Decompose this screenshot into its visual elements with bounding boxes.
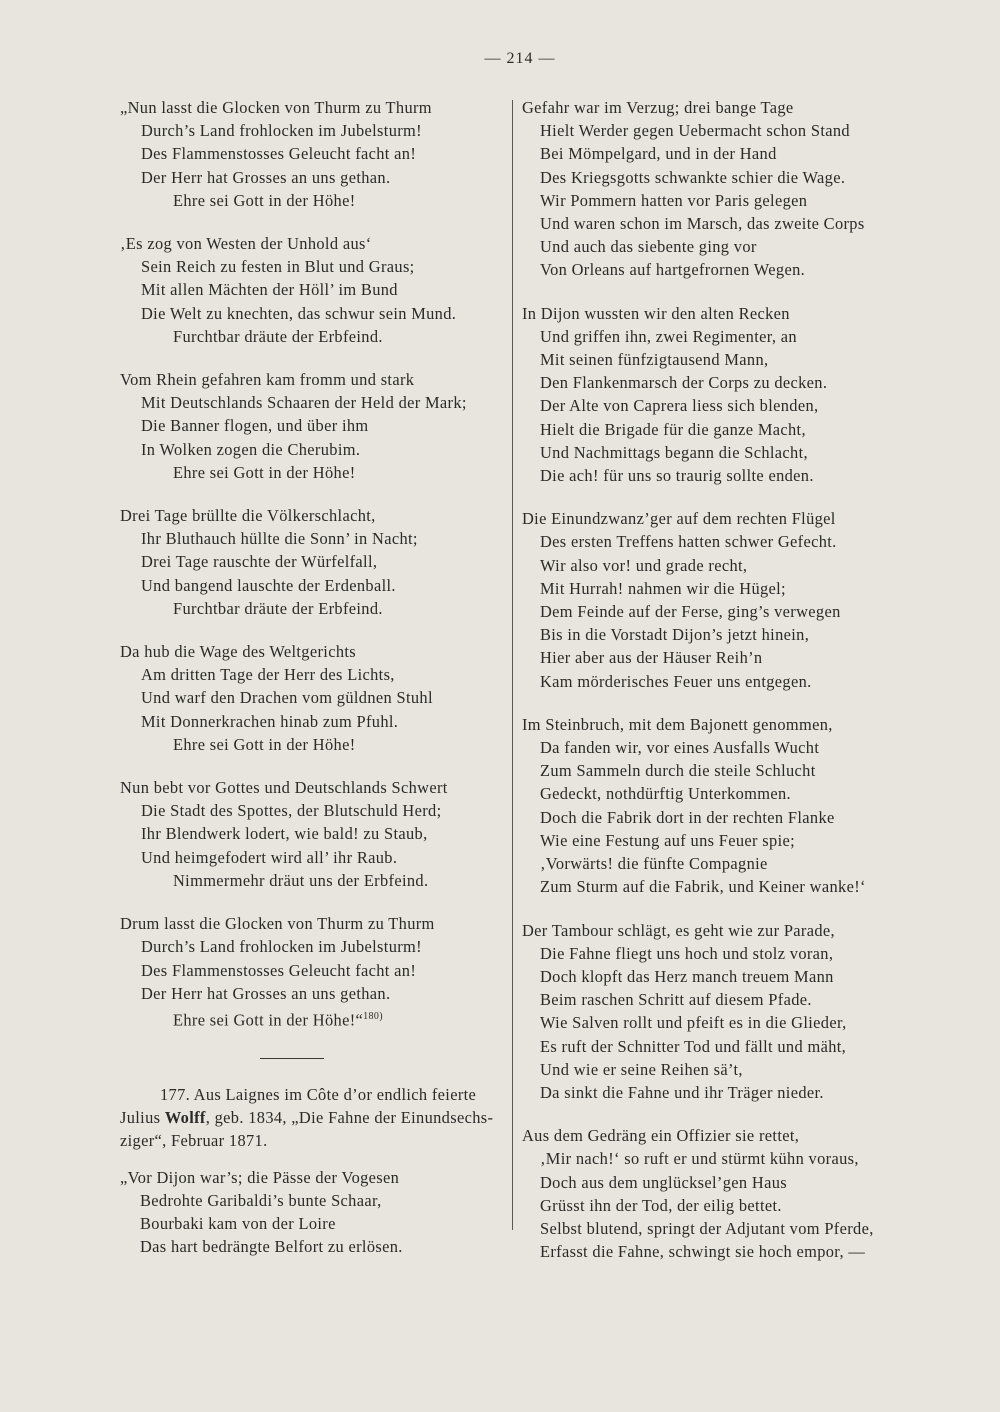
verse-line: Ihr Bluthauch hüllte die Sonn’ in Nacht; [141, 529, 418, 549]
entry-line: 177. Aus Laignes im Côte d’or endlich feierte [160, 1084, 477, 1104]
verse-line: Mit Donnerkrachen hinab zum Pfuhl. [141, 711, 399, 731]
verse-line: Nimmermehr dräut uns der Erbfeind. [173, 870, 429, 890]
verse-line: Und griffen ihn, zwei Regimenter, an [540, 326, 797, 346]
verse-line: Wie eine Festung auf uns Feuer spie; [540, 830, 796, 850]
verse-line: Hielt die Brigade für die ganze Macht, [540, 419, 806, 439]
verse-line: Hier aber aus der Häuser Reih’n [540, 648, 763, 668]
verse-line: Und Nachmittags begann die Schlacht, [540, 442, 808, 462]
verse-line: Durch’s Land frohlocken im Jubelsturm! [141, 937, 422, 957]
stanza [120, 368, 510, 484]
stanza [522, 713, 932, 899]
verse-line: Des Kriegsgotts schwankte schier die Wage. [540, 167, 846, 187]
verse-line: Furchtbar dräute der Erbfeind. [173, 326, 383, 346]
verse-line: Da fanden wir, vor eines Ausfalls Wucht [540, 738, 820, 758]
verse-line: Und warf den Drachen vom güldnen Stuhl [141, 688, 433, 708]
verse-line: Und wie er seine Reihen sä’t, [540, 1059, 743, 1079]
verse-line: Im Steinbruch, mit dem Bajonett genommen, [522, 714, 833, 734]
verse-line: Der Tambour schlägt, es geht wie zur Parade, [522, 920, 835, 940]
verse-line: Mit Hurrah! nahmen wir die Hügel; [540, 578, 786, 598]
verse-line: Erfasst die Fahne, schwingt sie hoch empor, — [540, 1242, 866, 1262]
verse-line: Vom Rhein gefahren kam fromm und stark [120, 370, 415, 390]
verse-line: Aus dem Gedräng ein Offizier sie rettet, [522, 1126, 800, 1146]
stanza [120, 232, 510, 348]
verse-line: Der Herr hat Grosses an uns gethan. [141, 983, 391, 1003]
verse-line: Und heimgefodert wird all’ ihr Raub. [141, 847, 398, 867]
verse-line: Und waren schon im Marsch, das zweite Corps [540, 214, 865, 234]
verse-line: Das hart bedrängte Belfort zu erlösen. [140, 1237, 403, 1257]
verse-line: In Wolken zogen die Cherubim. [141, 439, 361, 459]
verse-line: Den Flankenmarsch der Corps zu decken. [540, 373, 828, 393]
verse-line: Es ruft der Schnitter Tod und fällt und mäht, [540, 1036, 847, 1056]
verse-line: Zum Sturm auf die Fabrik, und Keiner wanke!‘ [540, 877, 866, 897]
verse-line: Bis in die Vorstadt Dijon’s jetzt hinein, [540, 625, 810, 645]
left-column [120, 96, 510, 1258]
verse-line: Gefahr war im Verzug; drei bange Tage [522, 98, 794, 117]
entry-text: , geb. 1834, „Die Fahne der Einundsechs- [205, 1107, 494, 1127]
stanza [120, 640, 510, 756]
verse-line: Der Alte von Caprera liess sich blenden, [540, 396, 819, 416]
verse-line: ‚Es zog von Westen der Unhold aus‘ [120, 234, 372, 254]
verse-line: Zum Sammeln durch die steile Schlucht [540, 761, 816, 781]
verse-line: Hielt Werder gegen Uebermacht schon Stand [540, 121, 850, 141]
stanza [522, 507, 932, 693]
verse-line: Doch die Fabrik dort in der rechten Flanke [540, 807, 835, 827]
stanza [120, 776, 510, 892]
verse-line: Nun bebt vor Gottes und Deutschlands Schwert [120, 778, 448, 798]
verse-line: Ihr Blendwerk lodert, wie bald! zu Staub, [141, 824, 428, 844]
verse-line: Ehre sei Gott in der Höhe! [173, 190, 356, 210]
entry-177 [120, 1083, 510, 1152]
verse-line: Mit Deutschlands Schaaren der Held der Mark; [141, 393, 467, 413]
column-rule [512, 100, 513, 1230]
verse-line: ‚Vorwärts! die fünfte Compagnie [540, 854, 768, 874]
stanza [522, 1124, 932, 1263]
footnote-reference: 180) [363, 1010, 383, 1022]
verse-line: Drei Tage rauschte der Würfelfall, [141, 552, 378, 572]
verse-line: Drum lasst die Glocken von Thurm zu Thurm [120, 914, 435, 934]
author-name: Wolff [164, 1107, 206, 1127]
verse-line: Wir also vor! und grade recht, [540, 555, 748, 575]
verse-line: Da hub die Wage des Weltgerichts [120, 642, 356, 662]
right-poem [522, 96, 932, 1263]
verse-line: „Vor Dijon war’s; die Pässe der Vogesen [120, 1167, 400, 1187]
stanza [120, 96, 510, 212]
verse-line: Bourbaki kam von der Loire [140, 1213, 336, 1233]
quoted-poem [120, 1166, 510, 1259]
verse-line: Die Welt zu knechten, das schwur sein Mund. [141, 303, 457, 323]
verse-line: Bedrohte Garibaldi’s bunte Schaar, [140, 1190, 382, 1210]
right-column [522, 96, 932, 1283]
verse-line: Sein Reich zu festen in Blut und Graus; [141, 257, 415, 277]
verse-line: Des Flammenstosses Geleucht facht an! [141, 144, 417, 164]
verse-line [120, 1005, 510, 1032]
page-number: — 214 — [484, 50, 556, 67]
verse-line: Mit seinen fünfzigtausend Mann, [540, 350, 769, 370]
stanza [522, 919, 932, 1105]
verse-line: Gedeckt, nothdürftig Unterkommen. [540, 784, 791, 804]
verse-line: Und bangend lauschte der Erdenball. [141, 575, 396, 595]
verse-line: „Nun lasst die Glocken von Thurm zu Thurm [120, 98, 432, 117]
verse-line: Und auch das siebente ging vor [540, 237, 757, 257]
entry-prefix: Julius [120, 1107, 165, 1127]
verse-line: Dem Feinde auf der Ferse, ging’s verwegen [540, 602, 841, 622]
stanza [120, 504, 510, 620]
verse-line: Die Einundzwanz’ger auf dem rechten Flügel [522, 509, 836, 529]
verse-line: Des Flammenstosses Geleucht facht an! [141, 960, 417, 980]
verse-line: Kam mörderisches Feuer uns entgegen. [540, 671, 812, 691]
verse-line: Am dritten Tage der Herr des Lichts, [141, 665, 395, 685]
verse-line: Ehre sei Gott in der Höhe! [173, 462, 356, 482]
verse-line: In Dijon wussten wir den alten Recken [522, 303, 790, 323]
verse-line: Doch aus dem unglücksel’gen Haus [540, 1172, 787, 1192]
verse-line: Die Fahne fliegt uns hoch und stolz voran, [540, 943, 834, 963]
verse-line: Grüsst ihn der Tod, der eilig bettet. [540, 1195, 782, 1215]
verse-line: Da sinkt die Fahne und ihr Träger nieder. [540, 1082, 824, 1102]
verse-line: Von Orleans auf hartgefrornen Wegen. [540, 260, 806, 280]
entry-line: ziger“, Februar 1871. [120, 1130, 268, 1150]
verse-line: Wir Pommern hatten vor Paris gelegen [540, 190, 808, 210]
verse-line: Beim raschen Schritt auf diesem Pfade. [540, 990, 812, 1010]
stanza [522, 96, 932, 282]
verse-line: Durch’s Land frohlocken im Jubelsturm! [141, 121, 422, 141]
verse-text: Ehre sei Gott in der Höhe!“ [173, 1010, 364, 1030]
verse-line: Bei Mömpelgard, und in der Hand [540, 144, 777, 164]
left-poem [120, 96, 510, 1032]
verse-line: Ehre sei Gott in der Höhe! [173, 734, 356, 754]
verse-line: Des ersten Treffens hatten schwer Gefecht. [540, 532, 837, 552]
verse-line: Doch klopft das Herz manch treuem Mann [540, 966, 834, 986]
entry-line [120, 1106, 510, 1129]
verse-line: Selbst blutend, springt der Adjutant vom Pferde, [540, 1218, 874, 1238]
verse-line: Drei Tage brüllte die Völkerschlacht, [120, 506, 376, 526]
stanza [120, 912, 510, 1031]
verse-line: Wie Salven rollt und pfeift es in die Glieder, [540, 1013, 847, 1033]
verse-line: Die ach! für uns so traurig sollte enden. [540, 466, 814, 486]
verse-line: Mit allen Mächten der Höll’ im Bund [141, 280, 398, 300]
verse-line: Furchtbar dräute der Erbfeind. [173, 598, 383, 618]
verse-line: Der Herr hat Grosses an uns gethan. [141, 167, 391, 187]
stanza [522, 302, 932, 488]
verse-line: ‚Mir nach!‘ so ruft er und stürmt kühn voraus, [540, 1149, 859, 1169]
section-divider [260, 1058, 324, 1059]
verse-line: Die Stadt des Spottes, der Blutschuld Herd; [141, 801, 442, 821]
verse-line: Die Banner flogen, und über ihm [141, 416, 369, 436]
